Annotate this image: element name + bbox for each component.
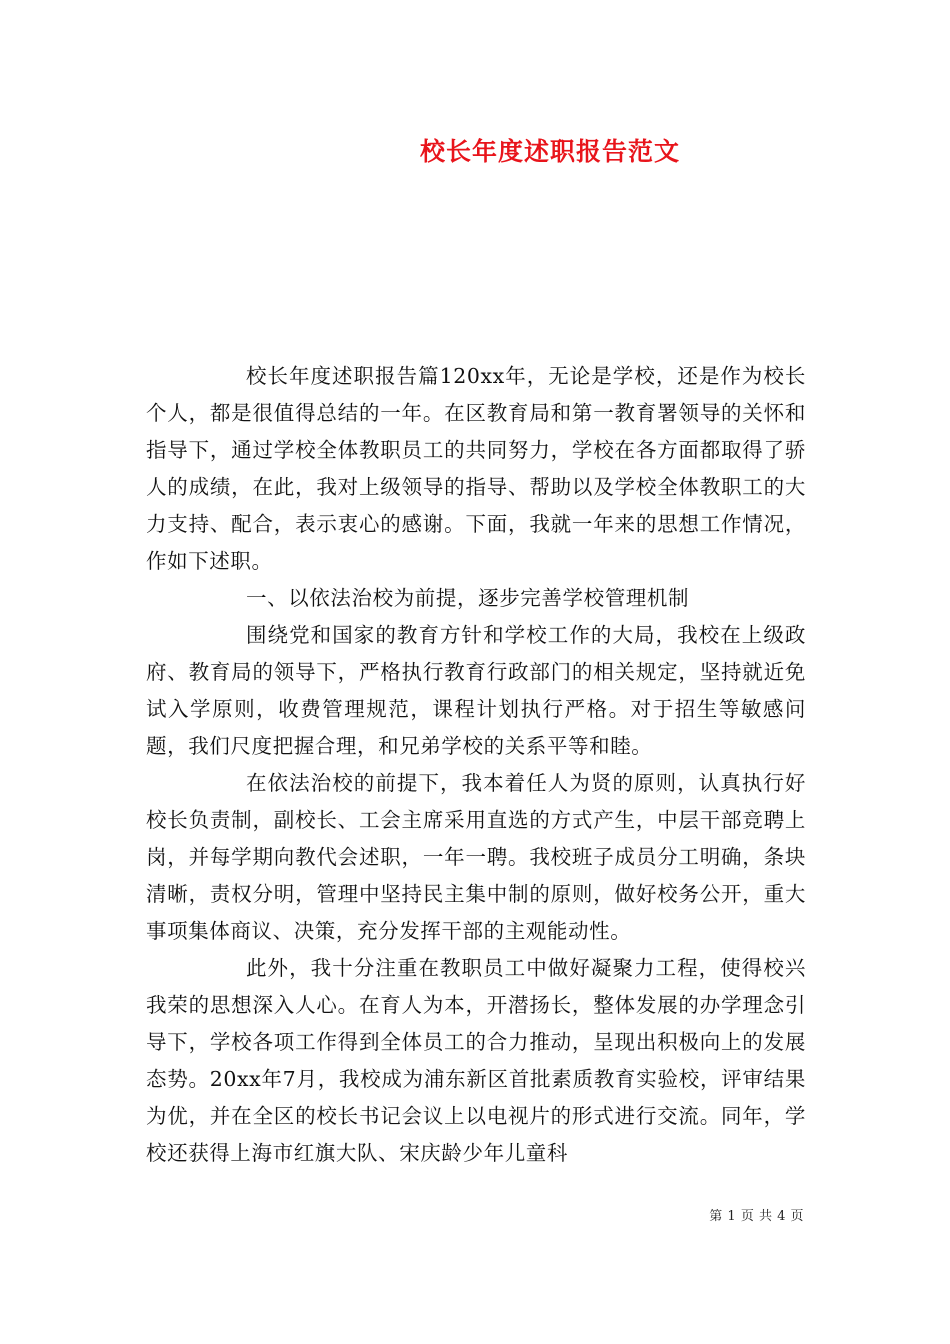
paragraph-intro: 校长年度述职报告篇120xx年，无论是学校，还是作为校长个人，都是很值得总结的一年。在区教育局和第一教育署领导的关怀和指导下，通过学校全体教职员工的共同努力，学校在各方面都取得了骄人的成绩，在此，我对上级领导的指导、帮助以及学校全体教职工的大力支持、配合，表示衷心的感谢。下面，我就一年来的思想工作情况，作如下述职。	[146, 364, 806, 573]
section-heading-1: 一、以依法治校为前提，逐步完善学校管理机制	[246, 586, 690, 610]
document-body	[146, 358, 806, 1172]
page-number-footer: 第 1 页 共 4 页	[709, 1209, 804, 1224]
paragraph-policy: 围绕党和国家的教育方针和学校工作的大局，我校在上级政府、教育局的领导下，严格执行教育行政部门的相关规定，坚持就近免试入学原则，收费管理规范，课程计划执行严格。对于招生等敏感问题，我们尺度把握合理，和兄弟学校的关系平等和睦。	[146, 623, 806, 758]
paragraph-management: 在依法治校的前提下，我本着任人为贤的原则，认真执行好校长负责制，副校长、工会主席采用直选的方式产生，中层干部竞聘上岗，并每学期向教代会述职，一年一聘。我校班子成员分工明确，条块清晰，责权分明，管理中坚持民主集中制的原则，做好校务公开，重大事项集体商议、决策，充分发挥干部的主观能动性。	[146, 771, 806, 943]
paragraph-cohesion: 此外，我十分注重在教职员工中做好凝聚力工程，使得校兴我荣的思想深入人心。在育人为本，开潜扬长，整体发展的办学理念引导下，学校各项工作得到全体员工的合力推动，呈现出积极向上的发展态势。20xx年7月，我校成为浦东新区首批素质教育实验校，评审结果为优，并在全区的校长书记会议上以电视片的形式进行交流。同年，学校还获得上海市红旗大队、宋庆龄少年儿童科	[146, 956, 806, 1165]
document-title: 校长年度述职报告范文	[419, 137, 680, 166]
